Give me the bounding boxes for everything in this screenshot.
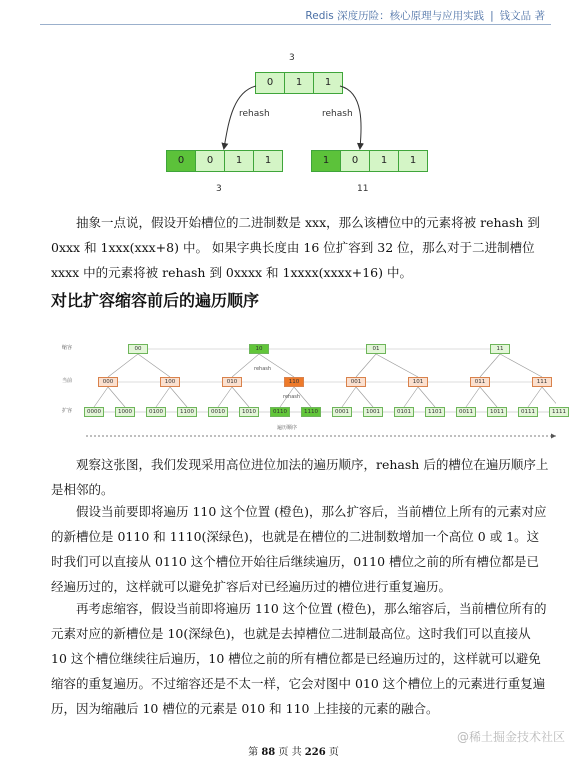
rehash-arrows <box>0 40 587 200</box>
expand-slot-node: 0010 <box>208 407 228 417</box>
current-slot-node: 000 <box>98 377 118 387</box>
bit-cell: 1 <box>313 72 343 94</box>
tree-edge <box>94 387 108 407</box>
tree-edge <box>170 387 187 407</box>
right-bits <box>312 150 428 172</box>
tree-edge <box>356 387 373 407</box>
paragraph-rehash-abstract: 抽象一点说，假设开始槽位的二进制数是 xxx，那么该槽位中的元素将被 rehash 到 0xxx 和 1xxx(xxx+8) 中。 如果字典长度由 16 位扩容到 32 位，那么对于二进制槽位 xxxx 中的元素将被 rehash 到 0xxxx 和 1xxxx(xxxx+16) 中。 <box>51 215 540 280</box>
expand-slot-node: 1001 <box>363 407 383 417</box>
book-title: Redis 深度历险：核心原理与应用实践 <box>305 10 485 22</box>
bit-cell: 0 <box>340 150 370 172</box>
shrink-slot-node: 01 <box>366 344 386 354</box>
header-separator: | <box>490 10 494 22</box>
section-heading: 对比扩容缩容前后的遍历顺序 <box>51 291 260 310</box>
tree-edge <box>466 387 480 407</box>
rehash-label-2: rehash <box>283 394 301 400</box>
rehash-label-1: rehash <box>254 366 272 372</box>
tree-edge <box>342 387 356 407</box>
expand-slot-node: 1111 <box>549 407 569 417</box>
footer-mid: 页 共 <box>278 747 302 758</box>
header-rule <box>40 24 551 25</box>
traversal-arrow-head <box>551 434 556 439</box>
tree-edge <box>542 387 556 407</box>
tree-edge <box>528 387 542 407</box>
paragraph-expand: 假设当前要即将遍历 110 这个位置 (橙色)，那么扩容后，当前槽位上所有的元素对应的新槽位是 0110 和 1110(深绿色)，也就是在槽位的二进制数增加一个高位 0 或 1。这时我们可以直接从 0110 这个槽位开始往后继续遍历，0110 槽位之前的所有槽位都是已经遍历过的，这样就可以避免扩容后对已经遍历过的槽位进行重复遍历。 <box>51 504 547 594</box>
paragraph-observe: 观察这张图，我们发现采用高位进位加法的遍历顺序，rehash 后的槽位在遍历顺序上是相邻的。 <box>51 457 549 497</box>
shrink-slot-node: 10 <box>249 344 269 354</box>
current-slot-node: 011 <box>470 377 490 387</box>
traversal-order-label: 遍历顺序 <box>277 425 298 431</box>
bit-cell-high: 1 <box>311 150 341 172</box>
tree-edge <box>480 387 497 407</box>
bit-cell: 1 <box>253 150 283 172</box>
page-number: 88 <box>261 747 276 758</box>
top-slot-number: 3 <box>289 53 295 63</box>
current-slot-node: 111 <box>532 377 552 387</box>
tree-edge <box>108 387 125 407</box>
right-slot-number: 11 <box>357 184 369 194</box>
rehash-label-left: rehash <box>239 109 270 119</box>
expand-slot-node: 1011 <box>487 407 507 417</box>
tree-edge <box>108 354 138 377</box>
expand-slot-node: 0001 <box>332 407 352 417</box>
current-slot-node: 101 <box>408 377 428 387</box>
tree-edge <box>156 387 170 407</box>
expand-slot-node: 1101 <box>425 407 445 417</box>
paragraph-shrink: 再考虑缩容，假设当前即将遍历 110 这个位置 (橙色)，那么缩容后，当前槽位所有的元素对应的新槽位是 10(深绿色)，也就是去掉槽位二进制最高位。这时我们可以直接从 10 这个槽位继续往后遍历，10 槽位之前的所有槽位都是已经遍历过的，这样就可以避免缩容的重复遍历。不过缩容还是不太一样，它会对图中 010 这个槽位上的元素进行重复遍历，因为缩融后 10 槽位的元素是 010 和 110 上挂接的元素的融合。 <box>51 601 547 716</box>
expand-slot-node: 1000 <box>115 407 135 417</box>
shrink-slot-node: 00 <box>128 344 148 354</box>
footer-suffix: 页 <box>328 747 339 758</box>
tree-edge <box>356 354 376 377</box>
tree-edge <box>500 354 542 377</box>
row-label-expand: 扩容 <box>62 408 73 414</box>
expand-slot-node: 0000 <box>84 407 104 417</box>
expand-slot-node: 0101 <box>394 407 414 417</box>
tree-edge <box>404 387 418 407</box>
expand-slot-node: 0111 <box>518 407 538 417</box>
current-slot-node: 110 <box>284 377 304 387</box>
shrink-slot-node: 11 <box>490 344 510 354</box>
bit-cell: 1 <box>398 150 428 172</box>
page-footer <box>0 743 587 758</box>
total-pages: 226 <box>304 747 326 758</box>
row-label-shrink: 缩容 <box>62 345 73 351</box>
rehash-diagram <box>0 40 587 200</box>
bit-cell-high: 0 <box>166 150 196 172</box>
bit-cell: 1 <box>369 150 399 172</box>
current-slot-node: 100 <box>160 377 180 387</box>
expand-slot-node: 0100 <box>146 407 166 417</box>
left-bits <box>167 150 283 172</box>
tree-edge <box>232 387 249 407</box>
row-label-current: 当前 <box>62 378 73 384</box>
bit-cell: 0 <box>195 150 225 172</box>
tree-edge <box>218 387 232 407</box>
tree-edge <box>480 354 500 377</box>
expand-slot-node: 1110 <box>301 407 321 417</box>
rehash-label-right: rehash <box>322 109 353 119</box>
expand-slot-node: 0110 <box>270 407 290 417</box>
tree-edge <box>418 387 435 407</box>
current-slot-node: 001 <box>346 377 366 387</box>
bit-cell: 1 <box>284 72 314 94</box>
footer-prefix: 第 <box>248 747 259 758</box>
tree-edge <box>138 354 170 377</box>
expand-slot-node: 1010 <box>239 407 259 417</box>
traversal-diagram <box>56 336 566 450</box>
left-slot-number: 3 <box>216 184 222 194</box>
current-slot-node: 010 <box>222 377 242 387</box>
tree-edge <box>376 354 418 377</box>
running-header <box>305 8 545 23</box>
watermark: @稀土掘金技术社区 <box>456 730 565 744</box>
expand-slot-node: 1100 <box>177 407 197 417</box>
bit-cell: 1 <box>224 150 254 172</box>
expand-slot-node: 0011 <box>456 407 476 417</box>
author: 钱文品 著 <box>499 10 545 22</box>
bit-cell: 0 <box>255 72 285 94</box>
